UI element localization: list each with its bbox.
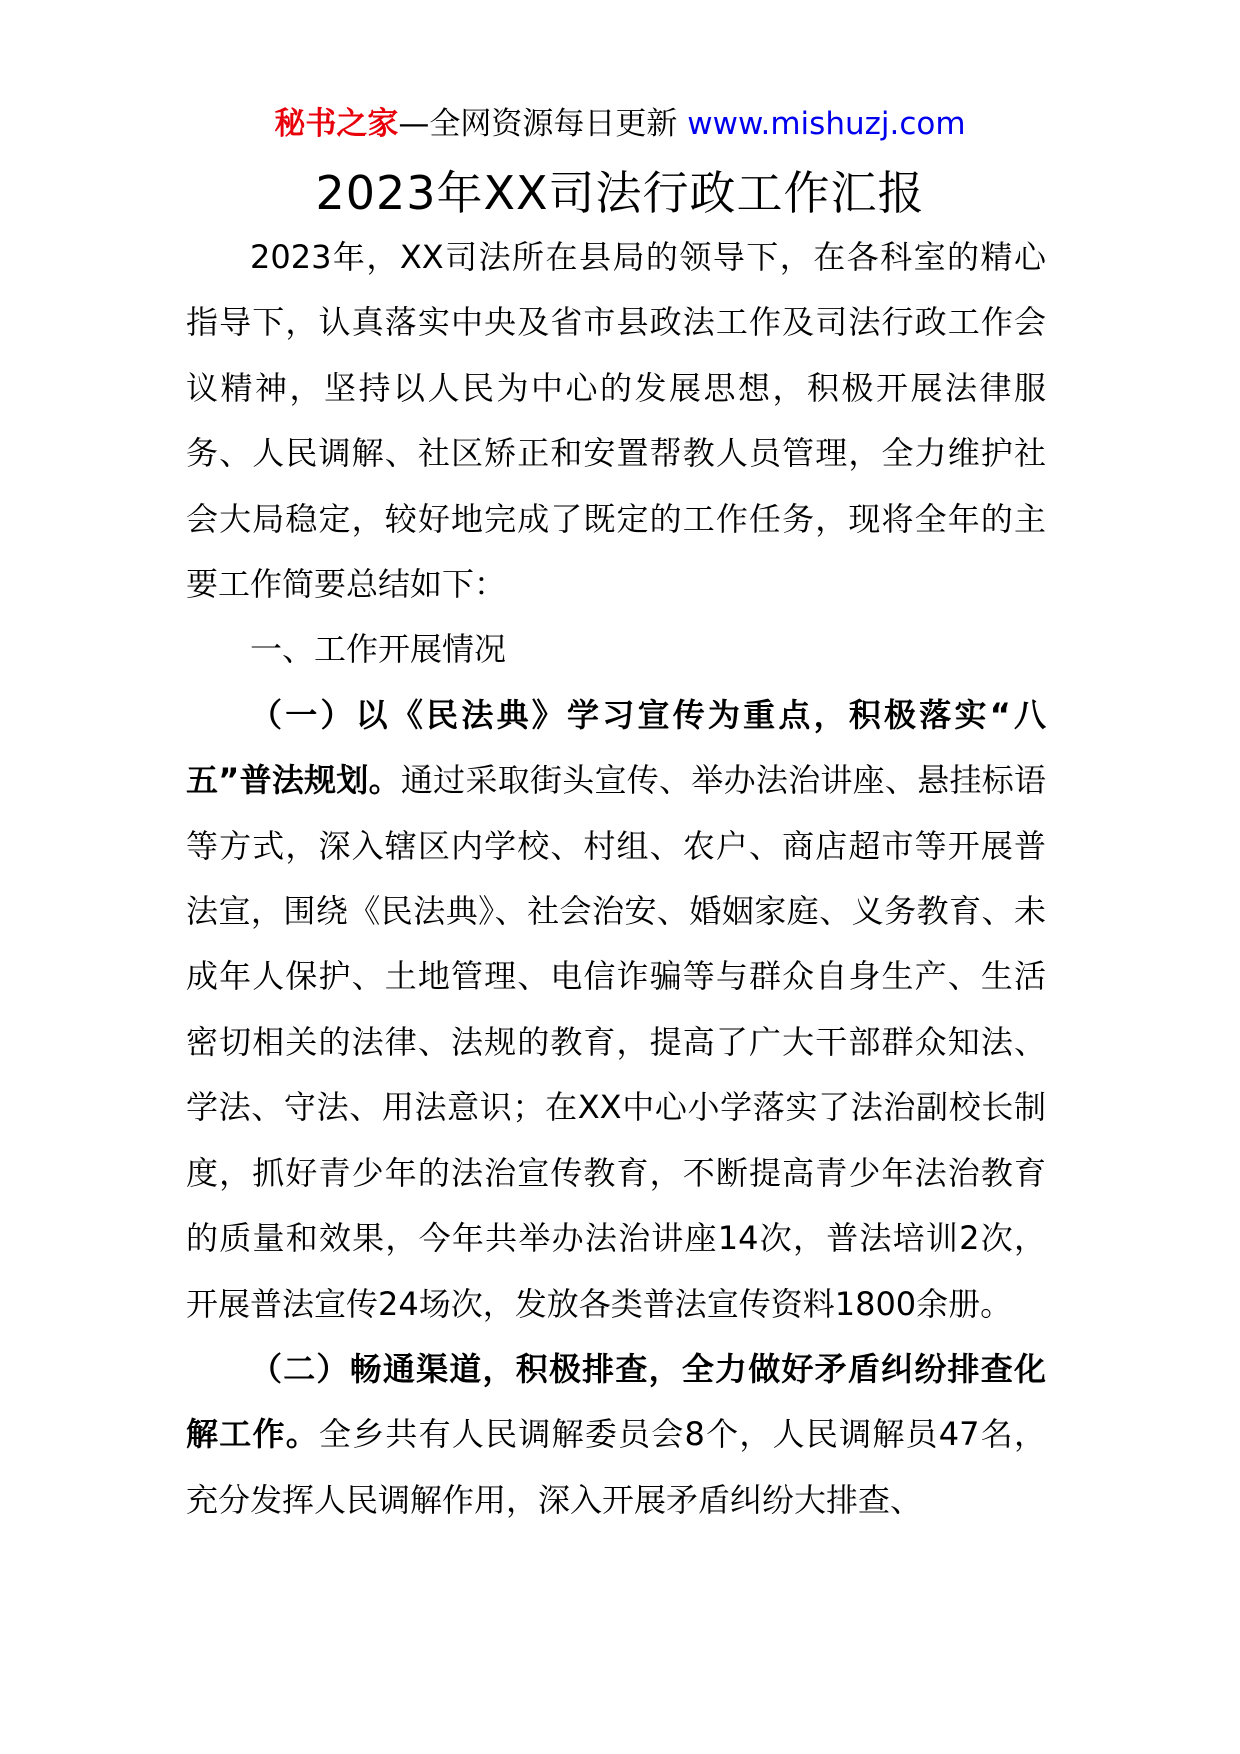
item-2-text: 全乡共有人民调解委员会8个，人民调解员47名，充分发挥人民调解作用，深入开展矛盾纠纷大排查、: [186, 1415, 1046, 1519]
section-heading-1: 一、工作开展情况: [250, 630, 507, 669]
item-1-heading: （一）以《民法典》学习宣传为重点，积极落实“八五”普法规划。: [186, 695, 1046, 800]
site-header: [0, 100, 1240, 148]
site-brand: 秘书之家: [274, 106, 399, 142]
item-1-text: 通过采取街头宣传、举办法治讲座、悬挂标语等方式，深入辖区内学校、村组、农户、商店超市等开展普法宣，围绕《民法典》、社会治安、婚姻家庭、义务教育、未成年人保护、土地管理、电信诈骗等与群众自身生产、生活密切相关的法律、法规的教育，提高了广大干部群众知法、学法、守法、用法意识；在XX中心小学落实了法治副校长制度，抓好青少年的法治宣传教育，不断提高青少年法治教育的质量和效果，今年共举办法治讲座14次，普法培训2次，开展普法宣传24场次，发放各类普法宣传资料1800余册。: [186, 761, 1046, 1323]
item-2-heading: （二）畅通渠道，积极排查，全力做好矛盾纠纷排查化解工作。: [186, 1349, 1046, 1454]
item-1-paragraph: [186, 683, 1046, 1337]
site-tagline: —全网资源每日更新: [398, 106, 688, 142]
document-body: [186, 225, 1046, 1533]
site-url-link[interactable]: www.mishuzj.com: [687, 106, 966, 142]
intro-paragraph: 2023年，XX司法所在县局的领导下，在各科室的精心指导下，认真落实中央及省市县政法工作及司法行政工作会议精神，坚持以人民为中心的发展思想，积极开展法律服务、人民调解、社区矫正和安置帮教人员管理，全力维护社会大局稳定，较好地完成了既定的工作任务，现将全年的主要工作简要总结如下：: [186, 238, 1046, 604]
document-title: 2023年XX司法行政工作汇报: [315, 166, 925, 220]
item-2-paragraph: [186, 1337, 1046, 1533]
